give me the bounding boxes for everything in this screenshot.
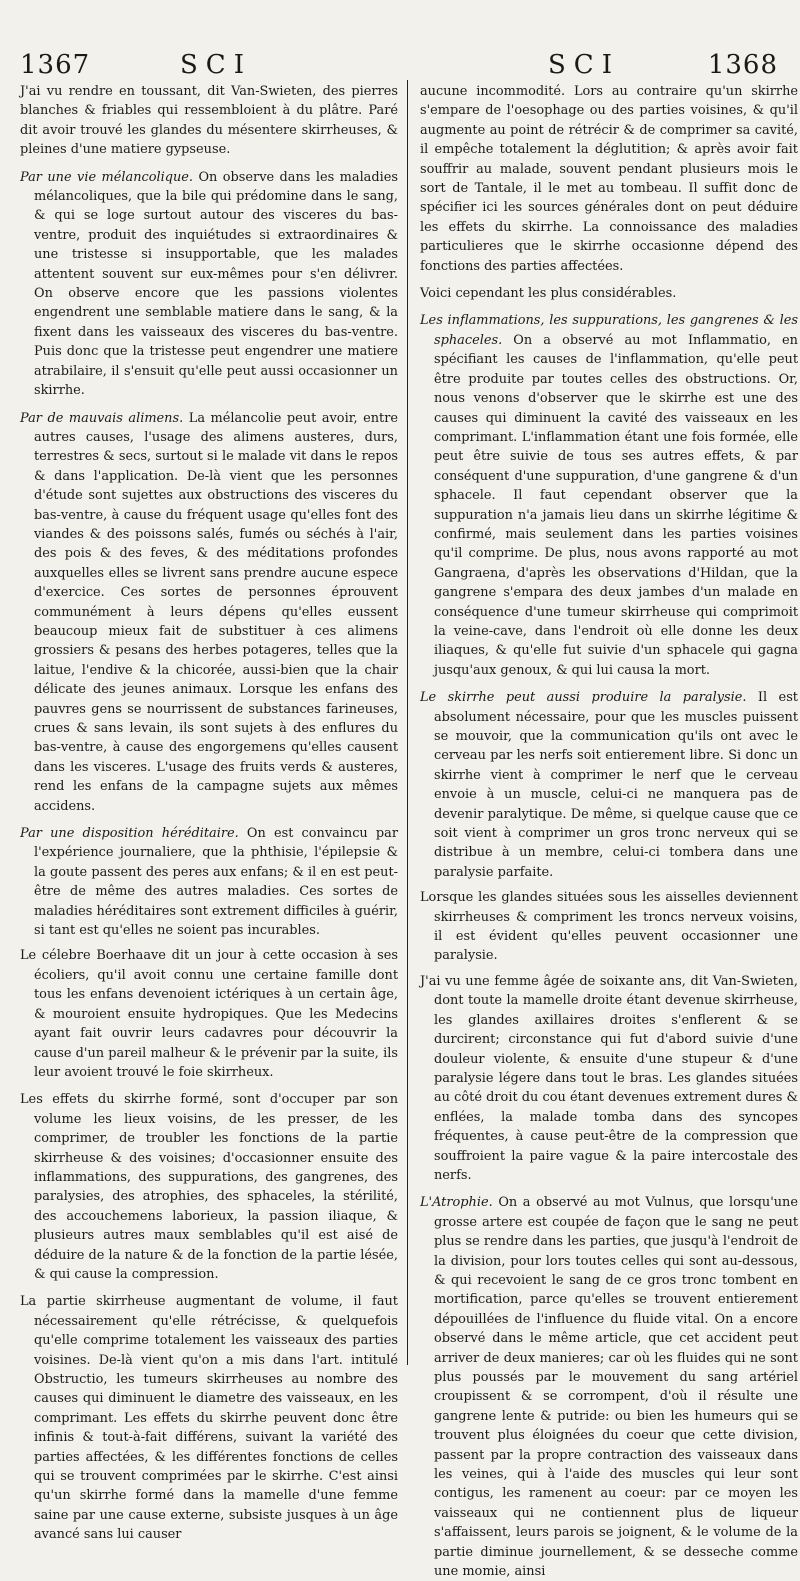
paragraph: J'ai vu une femme âgée de soixante ans, dit Van-Swieten, dont toute la mamelle droite étant devenue skirrheuse, les glandes axillaires droites s'enflerent & se durcirent; circonstance qui fut d'abord suivie d'une douleur violente, & ensuite d'une stupeur & d'une paralysie légere dans tout le bras. Les glandes situées au côté droit du cou étant devenues extrement dures & enflées, la malade tomba dans des syncopes fréquentes, à cause peut-être de la compression que souffroient la paire vague & la paire intercostale des nerfs.: [420, 973, 798, 1183]
paragraph-lead: L'Atrophie.: [420, 1195, 493, 1211]
page-number-right: 1368: [707, 50, 778, 80]
paragraph: Par une vie mélancolique. On observe dans les maladies mélancoliques, que la bile qui prédomine dans le sang, & qui se loge surtout autour des visceres du bas-ventre, produit des inquiétudes si extraordinaires & une tristesse si insupportable, que les malades attentent souvent sur eux-mêmes pour s'en délivrer. On observe encore que les passions violentes engendrent une semblable matiere dans le sang, & la fixent dans les vaisseaux des visceres du bas-ventre. Puis donc que la tristesse peut engendrer une matiere atrabilaire, il s'ensuit qu'elle peut aussi occasionner un skirrhe.: [20, 169, 398, 399]
paragraph: Le skirrhe peut aussi produire la paralysie. Il est absolument nécessaire, pour que les muscles puissent se mouvoir, que la communication qu'ils ont avec le cerveau par les nerfs soit entierement libre. Si donc un skirrhe vient à comprimer le nerf que le cerveau envoie à un muscle, celui-ci ne manquera pas de devenir paralytique. De même, si quelque cause que ce soit vient à comprimer un gros tronc nerveux qui se distribue à un membre, celui-ci tombera dans une paralysie parfaite.: [420, 690, 798, 880]
paragraph: Par de mauvais alimens. La mélancolie peut avoir, entre autres causes, l'usage des alimens austeres, durs, terrestres & secs, surtout si le malade vit dans le repos & dans l'application. De-là vient que les personnes d'étude sont sujettes aux obstructions des visceres du bas-ventre, à cause du fréquent usage qu'elles font des viandes & des poissons salés, fumés ou séchés à l'air, des pois & des feves, & des méditations profondes auxquelles elles se livrent sans prendre aucune espece d'exercice. Ces sortes de personnes éprouvent communément à leurs dépens qu'elles eussent beaucoup mieux fait de substituer à ces alimens grossiers & pesans des herbes potageres, telles que la laitue, l'endive & la chicorée, aussi-bien que la chair délicate des jeunes animaux. Lorsque les enfans des pauvres gens se nourrissent de substances farineuses, crues & sans levain, ils sont sujets à des enflures du bas-ventre, à cause des engorgemens qu'elles causent dans les visceres. L'usage des fruits verds & austeres, rend les enfans de la campagne sujets aux mêmes accidens.: [20, 410, 398, 814]
paragraph: Les inflammations, les suppurations, les gangrenes & les sphaceles. On a observé au mot Inflammatio, en spécifiant les causes de l'inflammation, qu'elle peut être produite par toutes celles des obstructions. Or, nous venons d'observer que le skirrhe est une des causes qui diminuent la cavité des vaisseaux en les comprimant. L'inflammation étant une fois formée, elle peut être suivie de tous ses autres effets, & par conséquent d'une suppuration, d'une gangrene & d'un sphacele. Il faut cependant observer que la suppuration n'a jamais lieu dans un skirrhe légitime & confirmé, mais seulement dans les parties voisines qu'il comprime. De plus, nous avons rapporté au mot Gangraena, d'après les observations d'Hildan, que la gangrene s'empara des deux jambes d'un malade en conséquence d'une tumeur skirrheuse qui comprimoit la veine-cave, dans l'endroit où elle donne les deux iliaques, & qu'elle fut suivie d'un sphacele qui gagna jusqu'aux genoux, & qui lui causa la mort.: [420, 313, 798, 678]
right-column: [420, 82, 798, 1580]
paragraph: La partie skirrheuse augmentant de volume, il faut nécessairement qu'elle rétrécisse, & quelquefois qu'elle comprime totalement les vaisseaux des parties voisines. De-là vient qu'on a mis dans l'art. intitulé Obstructio, les tumeurs skirrheuses au nombre des causes qui diminuent le diametre des vaisseaux, en les comprimant. Les effets du skirrhe peuvent donc être infinis & tout-à-fait différens, suivant la variété des parties affectées, & les différentes fonctions de celles qui se trouvent comprimées par le skirrhe. C'est ainsi qu'un skirrhe formé dans la mamelle d'une femme saine par une cause externe, subsiste jusques à un âge avancé sans lui causer: [20, 1294, 398, 1543]
running-title-right: SCI: [548, 50, 620, 80]
column-divider: [407, 80, 408, 1365]
paragraph: Par une disposition héréditaire. On est convaincu par l'expérience journaliere, que la phthisie, l'épilepsie & la goute passent des peres aux enfans; & il en est peut-être de même des autres maladies. Ces sortes de maladies héréditaires sont extrement difficiles à guérir, si tant est qu'elles ne soient pas incurables.: [20, 826, 398, 939]
paragraph: Voici cependant les plus considérables.: [420, 286, 677, 302]
paragraph: J'ai vu rendre en toussant, dit Van-Swieten, des pierres blanches & friables qui ressembloient à du plâtre. Paré dit avoir trouvé les glandes du mésentere skirrheuses, & pleines d'une matiere gypseuse.: [20, 84, 398, 158]
running-title-left: SCI: [180, 50, 252, 80]
paragraph: Lorsque les glandes situées sous les aisselles deviennent skirrheuses & compriment les troncs nerveux voisins, il est évident qu'elles peuvent occasionner une paralysie.: [420, 890, 798, 964]
paragraph: Les effets du skirrhe formé, sont d'occuper par son volume les lieux voisins, de les presser, de les comprimer, de troubler les fonctions de la partie skirrheuse & des voisines; d'occasionner ensuite des inflammations, des suppurations, des gangrenes, des paralysies, des atrophies, des sphaceles, la stérilité, des accouchemens laborieux, la passion iliaque, & plusieurs autres maux semblables qu'il est aisé de déduire de la nature & de la fonction de la partie lésée, & qui cause la compression.: [20, 1092, 398, 1282]
paragraph: L'Atrophie. On a observé au mot Vulnus, que lorsqu'une grosse artere est coupée de façon que le sang ne peut plus se rendre dans les parties, que jusqu'à l'endroit de la division, pour lors toutes celles qui sont au-dessous, & qui recevoient le sang de ce gros tronc tombent en mortification, parce qu'elles se trouvent entierement dépouillées de l'influence du fluide vital. On a encore observé dans le même article, que cet accident peut arriver de deux manieres; car où les fluides qui ne sont plus poussés par le mouvement du sang artériel croupissent & se corrompent, d'où il résulte une gangrene lente & putride: ou bien les humeurs qui se trouvent plus éloignées du coeur que cette division, passent par la propre contraction des vaisseaux dans les veines, qui à l'aide des muscles qui leur sont contigus, les ramenent au coeur: par ce moyen les vaisseaux qui ne contiennent plus de liqueur s'affaissent, leurs parois se joignent, & le volume de la partie diminue journellement, & se desseche comme une momie, ainsi: [420, 1195, 798, 1580]
paragraph-lead: Le skirrhe peut aussi produire la paralysie.: [420, 690, 747, 706]
paragraph-lead: Par de mauvais alimens.: [20, 410, 184, 426]
page-number-left: 1367: [20, 50, 91, 80]
paragraph-lead: Par une disposition héréditaire.: [20, 826, 239, 842]
paragraph: aucune incommodité. Lors au contraire qu'un skirrhe s'empare de l'oesophage ou des parties voisines, & qu'il augmente au point de rétrécir & de comprimer sa cavité, il empêche totalement la déglutition; & après avoir fait souffrir au malade, souvent pendant plusieurs mois le sort de Tantale, il le met au tombeau. Il suffit donc de spécifier ici les sources générales dont on peut déduire les effets du skirrhe. La connoissance des maladies particulieres que le skirrhe occasionne dépend des fonctions des parties affectées.: [420, 84, 798, 274]
left-column: [20, 82, 398, 1543]
paragraph-lead: Par une vie mélancolique.: [20, 169, 194, 185]
paragraph: Le célebre Boerhaave dit un jour à cette occasion à ses écoliers, qu'il avoit connu une certaine famille dont tous les enfans devenoient ictériques à un certain âge, & mouroient ensuite hydropiques. Que les Medecins ayant fait ouvrir leurs cadavres pour découvrir la cause d'un pareil malheur & le prévenir par la suite, ils leur avoient trouvé le foie skirrheux.: [20, 948, 398, 1080]
paragraph-lead: Les inflammations, les suppurations, les gangrenes & les sphaceles.: [420, 313, 798, 348]
